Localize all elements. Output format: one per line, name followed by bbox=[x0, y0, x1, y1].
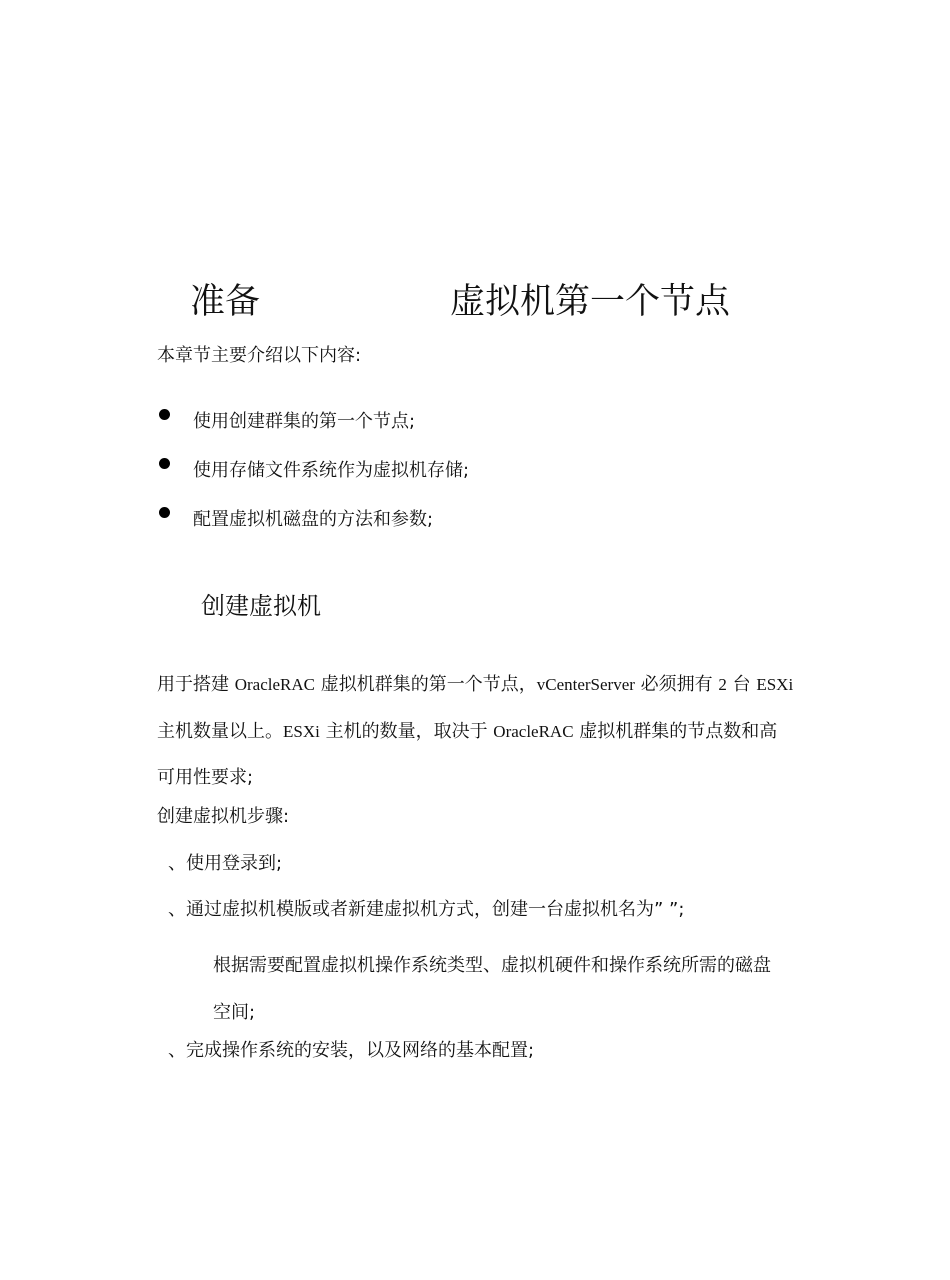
text-run: 主机的数量，取决于 bbox=[319, 720, 494, 742]
page-title bbox=[190, 280, 750, 324]
body-paragraph bbox=[157, 662, 797, 802]
title-part-1: 准备 bbox=[190, 282, 261, 322]
text-run: vCenterServer bbox=[536, 675, 635, 694]
step-detail-line-2: 空间; bbox=[213, 1001, 256, 1023]
text-run: ESXi bbox=[283, 721, 320, 741]
text-run: 2 bbox=[718, 675, 727, 694]
bullet-text: 使用创建群集的第一个节点; bbox=[193, 411, 416, 432]
paragraph-line-3: 可用性要求; bbox=[157, 767, 254, 788]
text-run: OracleRAC bbox=[493, 721, 574, 741]
text-run: OracleRAC bbox=[234, 675, 315, 694]
step-detail bbox=[213, 943, 771, 1036]
text-run: 用于搭建 bbox=[157, 674, 235, 695]
section-heading: 创建虚拟机 bbox=[201, 592, 321, 620]
text-run: 虚拟机群集的第一个节点， bbox=[315, 674, 537, 695]
bullet-icon bbox=[159, 458, 170, 469]
text-run: ESXi bbox=[756, 675, 794, 694]
step-item: 、通过虚拟机模版或者新建虚拟机方式，创建一台虚拟机名为” ”; bbox=[168, 899, 685, 920]
intro-text: 本章节主要介绍以下内容: bbox=[157, 345, 362, 366]
step-item: 、完成操作系统的安装，以及网络的基本配置; bbox=[168, 1040, 535, 1061]
bullet-text: 使用存储文件系统作为虚拟机存储; bbox=[193, 460, 470, 481]
text-run: 必须拥有 bbox=[634, 674, 719, 695]
step-item: 、使用登录到; bbox=[168, 853, 283, 874]
text-run: 主机数量以上。 bbox=[157, 720, 283, 742]
bullet-icon bbox=[159, 507, 170, 518]
step-detail-line-1: 根据需要配置虚拟机操作系统类型、虚拟机硬件和操作系统所需的磁盘 bbox=[213, 955, 771, 976]
bullet-icon bbox=[159, 409, 170, 420]
paragraph-line-2 bbox=[157, 709, 797, 756]
text-run: 台 bbox=[726, 674, 757, 695]
text-run: 虚拟机群集的节点数和高 bbox=[573, 720, 778, 742]
bullet-text: 配置虚拟机磁盘的方法和参数; bbox=[193, 509, 434, 530]
title-part-2: 虚拟机第一个节点 bbox=[450, 282, 731, 322]
paragraph-line-1 bbox=[157, 662, 797, 709]
steps-title: 创建虚拟机步骤: bbox=[157, 806, 290, 827]
